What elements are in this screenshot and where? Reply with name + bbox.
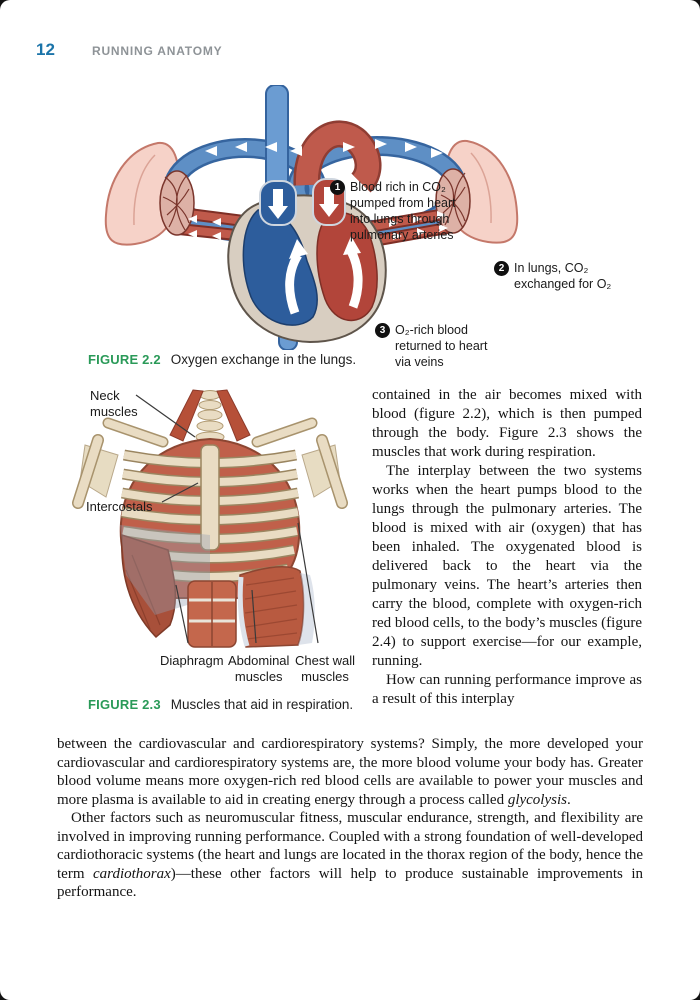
callout-line: pulmonary arteries: [350, 228, 454, 242]
callout-line: via veins: [395, 355, 444, 369]
figure-2-3-illustration: [60, 385, 360, 650]
callout-2-text: [514, 260, 611, 292]
left-capillary-mesh: [160, 171, 194, 235]
label-diaphragm: Diaphragm: [160, 653, 224, 668]
text-run: .: [566, 791, 571, 808]
callout-line: In lungs, CO₂: [514, 261, 589, 275]
sternum: [201, 445, 219, 550]
body-text-wide: [57, 735, 643, 902]
abdominal-muscles-shape: [188, 581, 236, 647]
callout-1-marker: 1: [330, 180, 345, 195]
figure-2-3-caption-text: Muscles that aid in respiration.: [170, 697, 354, 712]
callout-line: returned to heart: [395, 339, 488, 353]
callout-1-text: [350, 179, 456, 243]
label-line: muscles: [90, 404, 138, 419]
chest-wall-muscles-shape: [239, 567, 315, 647]
text-run: )—these other factors will help to produce sustainable improvements in performance.: [57, 865, 643, 900]
callout-line: into lungs through: [350, 212, 450, 226]
callout-2: [494, 260, 611, 292]
callout-3: [375, 322, 487, 370]
label-abdominal-muscles: [228, 653, 289, 685]
callout-line: O₂-rich blood: [395, 323, 468, 337]
callout-3-marker: 3: [375, 323, 390, 338]
paragraph: contained in the air becomes mixed with blood (figure 2.2), which is then pumped through the body. Figure 2.3 shows the muscles that work during respiration.: [372, 387, 642, 460]
label-chest-wall-muscles: [295, 653, 355, 685]
paragraph: The interplay between the two systems works when the heart pumps blood to the lungs through the pulmonary arteries. The blood is mixed with air (oxygen) that has been inhaled. The oxygenated blood is delivered back to the heart via the pulmonary veins. The heart’s arteries then carry the blood, complete with oxygen-rich red blood cells, to the body’s muscles (figure 2.4) to support exercise—for our example, running.: [372, 463, 642, 669]
figure-2-2-label: FIGURE 2.2: [88, 352, 161, 367]
text-run: Other factors such as neuromuscular fitness, muscular endurance, strength, and flexibility are involved in improving running performance. Coupled with a strong foundation of well-developed cardiothoracic systems (the heart and lungs are located in the thorax region of the body, hence the term: [57, 810, 643, 882]
body-text-column: [372, 386, 642, 709]
callout-line: Blood rich in CO₂: [350, 180, 446, 194]
label-line: muscles: [301, 669, 349, 684]
callout-line: exchanged for O₂: [514, 277, 612, 291]
paragraph: [57, 809, 643, 902]
label-intercostals: Intercostals: [86, 499, 153, 514]
figure-2-2-caption: [88, 352, 356, 367]
figure-2-3-caption: [88, 697, 353, 712]
italic-term: glycolysis: [507, 791, 567, 808]
running-head: RUNNING ANATOMY: [92, 44, 223, 58]
label-line: Neck: [90, 388, 120, 403]
figure-2-3: [0, 385, 365, 695]
label-line: Abdominal: [228, 653, 290, 668]
paragraph: [57, 735, 643, 809]
callout-line: pumped from heart: [350, 196, 456, 210]
text-run: between the cardiovascular and cardiorespiratory systems? Simply, the more developed your cardiovascular and cardiorespiratory systems are, the more blood volume your body has. Greater blood volume means more oxygen-rich red blood cells are available to power your muscles and more plasma is available to aid in creating energy through a process called: [57, 736, 643, 808]
label-line: muscles: [234, 669, 283, 684]
figure-2-3-label: FIGURE 2.3: [88, 697, 161, 712]
page-number: 12: [36, 40, 55, 59]
label-neck-muscles: [90, 388, 138, 420]
figure-2-2-caption-text: Oxygen exchange in the lungs.: [170, 352, 357, 367]
callout-1: [330, 179, 456, 243]
label-line: Chest wall: [295, 653, 355, 668]
italic-term: cardiothorax: [93, 865, 171, 882]
callout-3-text: [395, 322, 487, 370]
callout-2-marker: 2: [494, 261, 509, 276]
paragraph: How can running performance improve as a result of this interplay: [372, 672, 642, 707]
